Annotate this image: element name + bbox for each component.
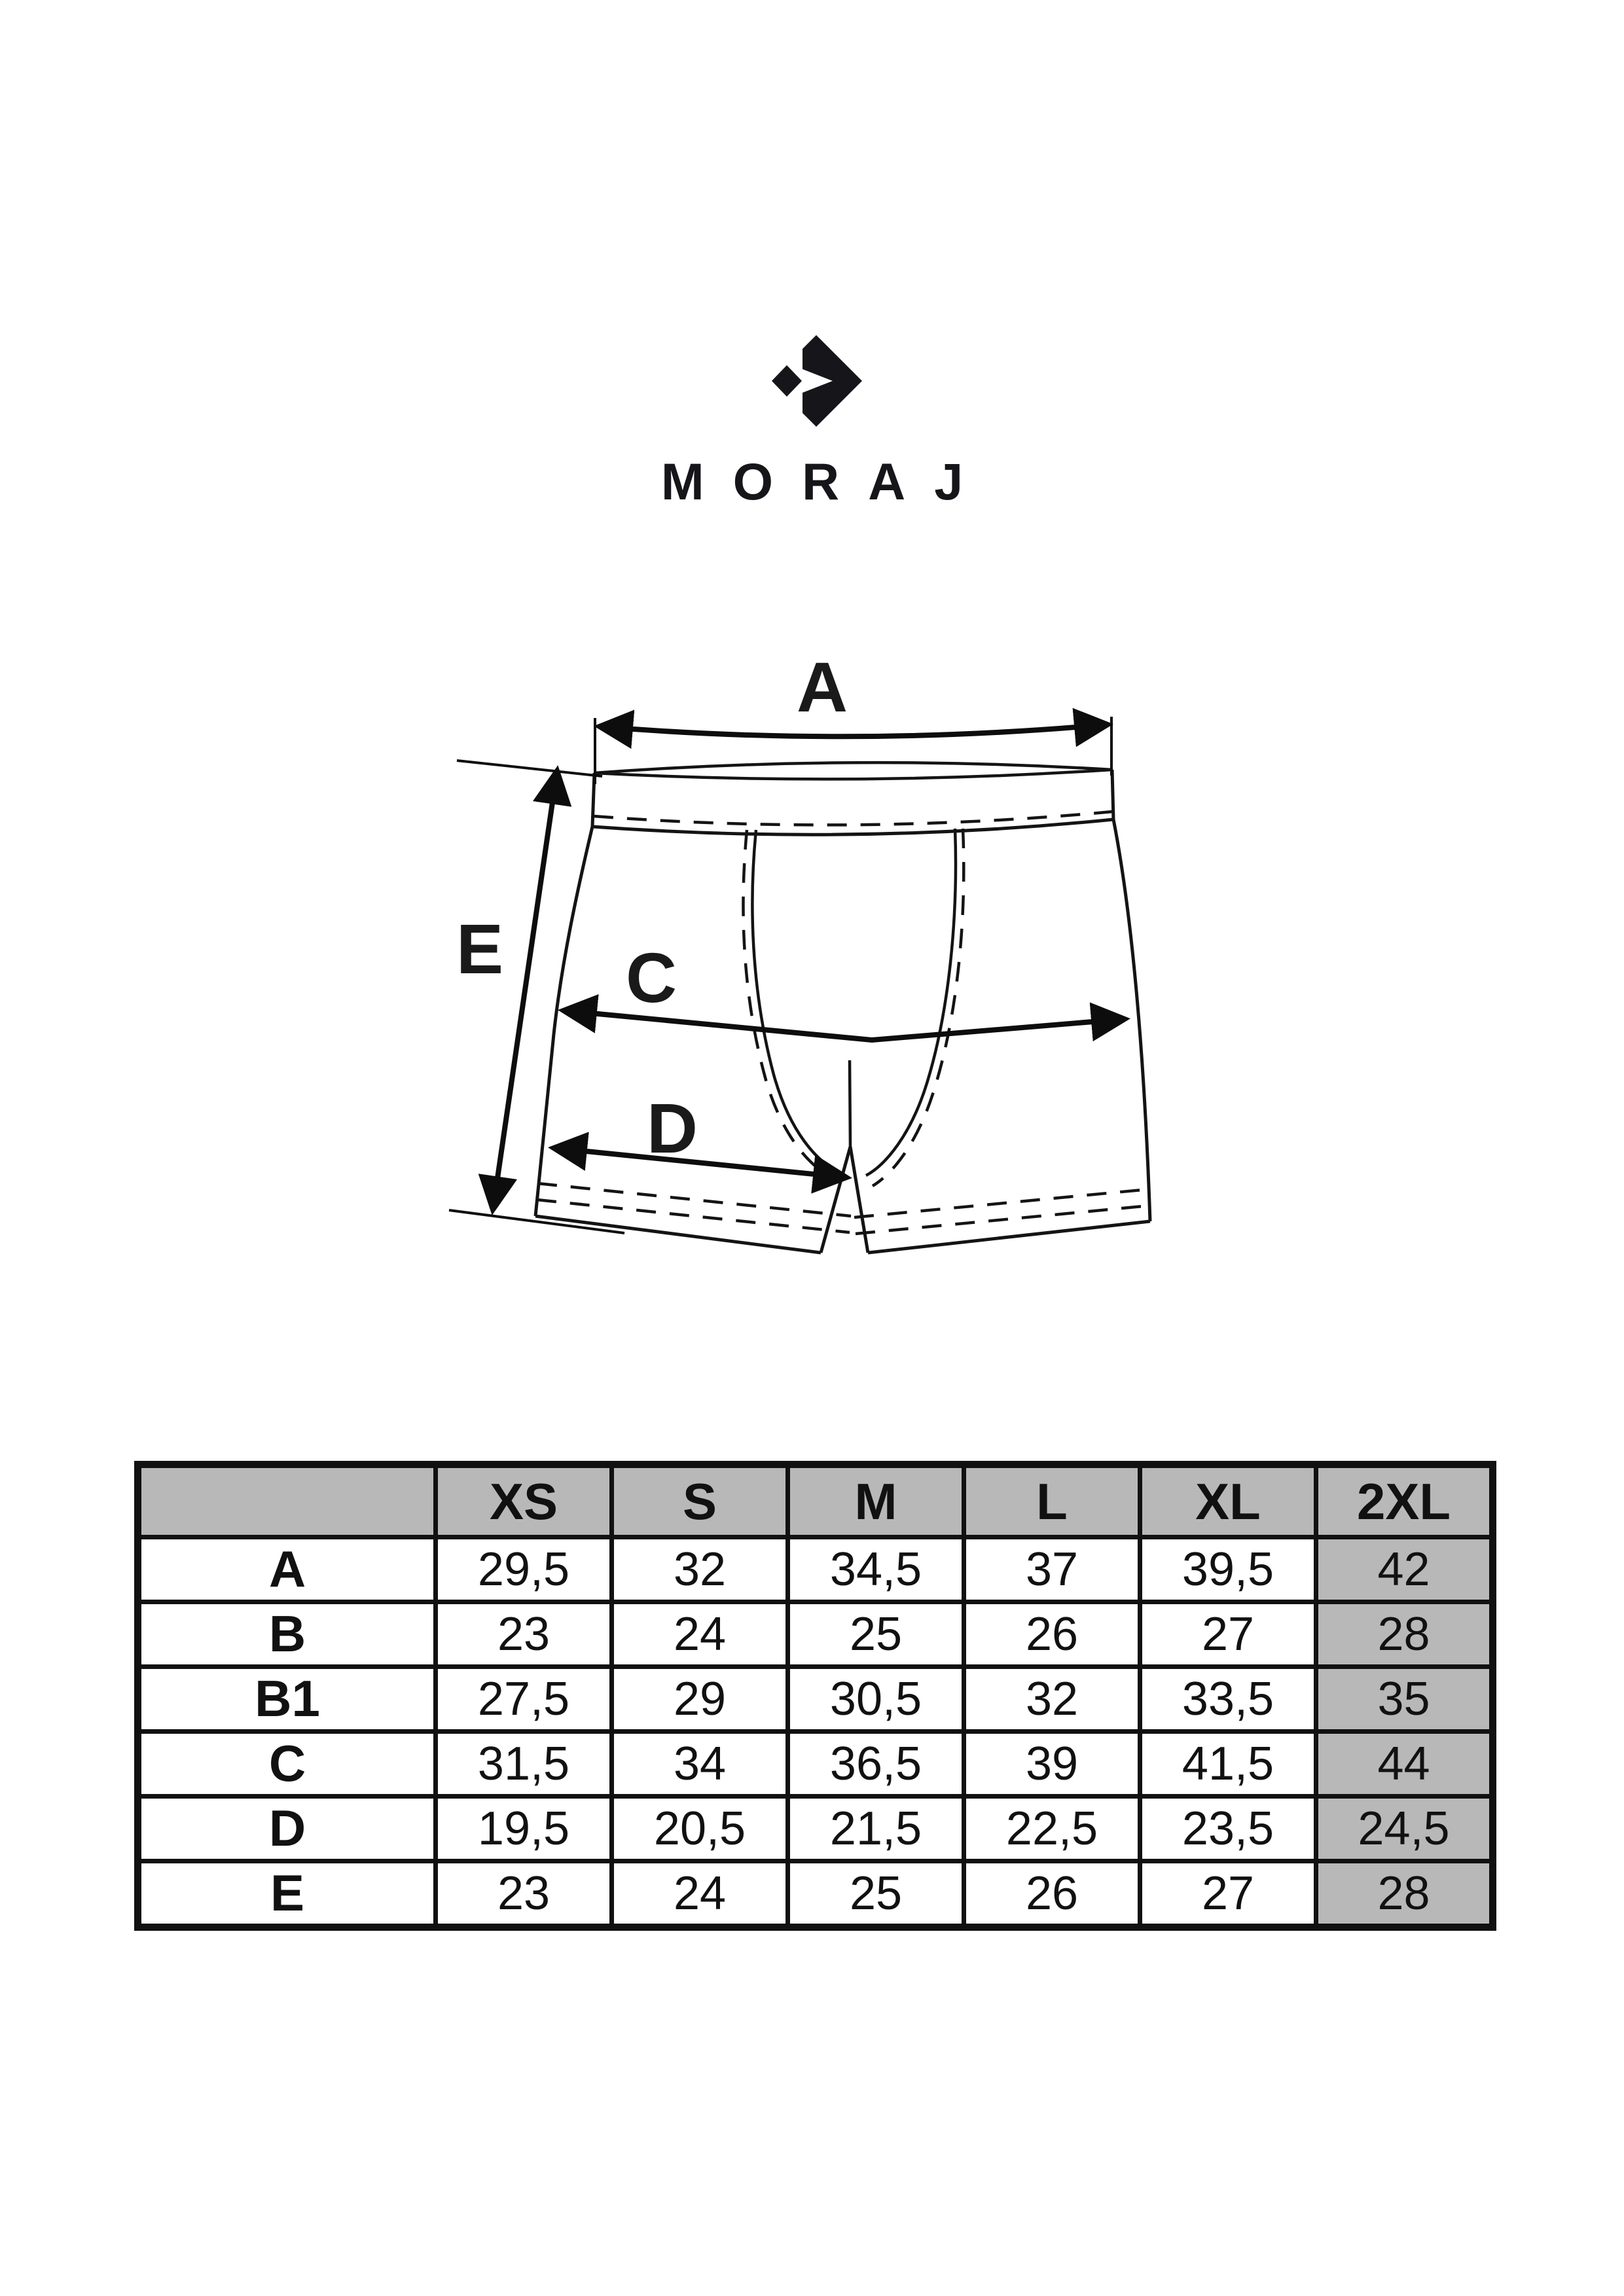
size-cell: 30,5 [788, 1666, 964, 1731]
size-cell: 34,5 [788, 1537, 964, 1602]
dim-arrow-c [564, 938, 1125, 1040]
dim-arrow-d [554, 1088, 846, 1177]
dim-label-d: D [647, 1088, 698, 1168]
size-cell: 24 [612, 1602, 788, 1666]
size-cell: 39 [964, 1731, 1140, 1796]
size-cell: 41,5 [1140, 1731, 1316, 1796]
size-cell: 27 [1140, 1861, 1316, 1927]
dim-label-c: C [626, 938, 677, 1017]
row-label-d: D [138, 1796, 436, 1861]
dim-arrow-e [449, 761, 624, 1233]
logo-diamond-shape [772, 365, 802, 397]
size-cell: 33,5 [1140, 1666, 1316, 1731]
column-header-s: S [612, 1465, 788, 1537]
column-header-2xl: 2XL [1316, 1465, 1493, 1537]
table-row [138, 1796, 1493, 1861]
table-row [138, 1537, 1493, 1602]
size-cell: 24,5 [1316, 1796, 1493, 1861]
size-cell: 29,5 [436, 1537, 612, 1602]
size-cell: 32 [964, 1666, 1140, 1731]
column-header-xl: XL [1140, 1465, 1316, 1537]
size-cell: 23 [436, 1861, 612, 1927]
size-cell: 23,5 [1140, 1796, 1316, 1861]
size-table [134, 1461, 1496, 1931]
size-cell: 28 [1316, 1861, 1493, 1927]
size-cell: 39,5 [1140, 1537, 1316, 1602]
size-cell: 20,5 [612, 1796, 788, 1861]
size-table-header-row [138, 1465, 1493, 1537]
dim-label-a: A [797, 647, 848, 726]
size-cell: 44 [1316, 1731, 1493, 1796]
dim-label-e: E [456, 909, 504, 988]
size-cell: 22,5 [964, 1796, 1140, 1861]
row-label-e: E [138, 1861, 436, 1927]
table-row [138, 1602, 1493, 1666]
size-cell: 26 [964, 1602, 1140, 1666]
moraj-logo-icon [769, 331, 867, 429]
front-panel-seams [743, 829, 964, 1186]
size-cell: 34 [612, 1731, 788, 1796]
column-header-m: M [788, 1465, 964, 1537]
size-cell: 19,5 [436, 1796, 612, 1861]
waistband-outline [592, 762, 1113, 834]
size-cell: 23 [436, 1602, 612, 1666]
boxers-measurement-diagram [393, 622, 1244, 1374]
row-label-b: B [138, 1602, 436, 1666]
size-cell: 29 [612, 1666, 788, 1731]
size-cell: 27,5 [436, 1666, 612, 1731]
row-label-a: A [138, 1537, 436, 1602]
size-cell: 28 [1316, 1602, 1493, 1666]
row-label-c: C [138, 1731, 436, 1796]
size-cell: 36,5 [788, 1731, 964, 1796]
size-cell: 25 [788, 1602, 964, 1666]
waistband-stitch-line [594, 812, 1113, 825]
size-cell: 31,5 [436, 1731, 612, 1796]
size-cell: 26 [964, 1861, 1140, 1927]
size-cell: 35 [1316, 1666, 1493, 1731]
column-header-l: L [964, 1465, 1140, 1537]
row-label-b1: B1 [138, 1666, 436, 1731]
size-cell: 25 [788, 1861, 964, 1927]
leg-hem-stitching [537, 1183, 1149, 1234]
size-cell: 42 [1316, 1537, 1493, 1602]
size-cell: 24 [612, 1861, 788, 1927]
column-header-xs: XS [436, 1465, 612, 1537]
size-cell: 27 [1140, 1602, 1316, 1666]
table-row [138, 1861, 1493, 1927]
size-cell: 37 [964, 1537, 1140, 1602]
size-cell: 21,5 [788, 1796, 964, 1861]
table-row [138, 1666, 1493, 1731]
brand-name: MORAJ [660, 452, 992, 511]
logo-chevron-shape [803, 335, 862, 427]
table-row [138, 1731, 1493, 1796]
size-cell: 32 [612, 1537, 788, 1602]
corner-cell [138, 1465, 436, 1537]
